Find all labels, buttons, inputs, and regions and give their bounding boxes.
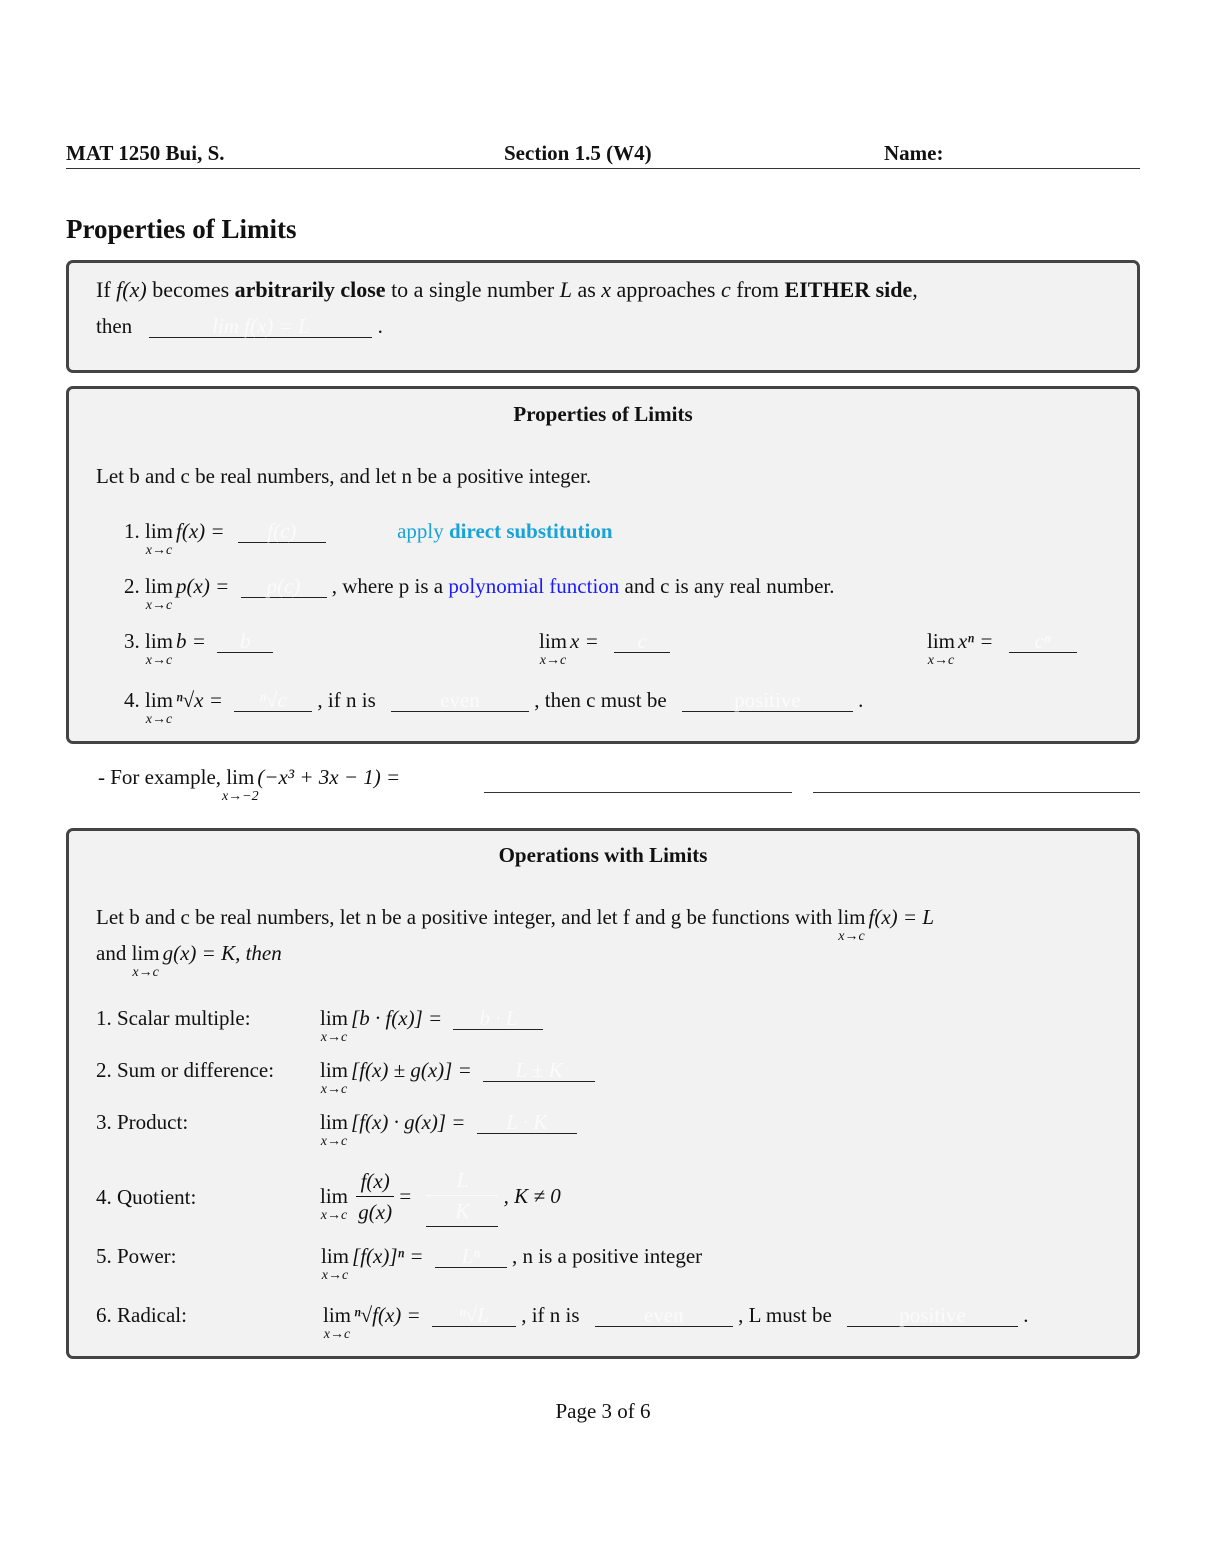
math: x [601, 277, 612, 302]
text: If [96, 277, 111, 302]
property-item-4 [124, 687, 864, 727]
text: and [96, 941, 127, 965]
math: [f(x) ± g(x)] = [351, 1058, 472, 1082]
definition-answer-blank: lim f(x) = L [149, 315, 372, 338]
text: . [377, 314, 383, 338]
math: ⁿ√x = [176, 688, 223, 712]
definition-line-1 [96, 277, 918, 303]
limit-operator: lim x→c [323, 1303, 352, 1342]
answer-blank: b [217, 630, 273, 653]
answer-blank: L ± K [483, 1059, 595, 1082]
math: [b · f(x)] = [351, 1006, 443, 1030]
name-label: Name: [884, 141, 944, 165]
emphasis: EITHER side [784, 277, 913, 302]
text: approaches [616, 277, 716, 302]
operation-label: Sum or difference: [117, 1058, 275, 1082]
limit-operator: lim x→c [837, 905, 866, 944]
math: f(x) = L [868, 905, 935, 929]
math: [f(x)]ⁿ = [352, 1244, 424, 1268]
answer-blank: b · L [453, 1007, 543, 1030]
operations-intro-2 [96, 940, 282, 980]
property-item-1 [124, 518, 613, 558]
text: , n is a positive integer [512, 1244, 703, 1268]
answer-blank: cⁿ [1009, 630, 1077, 653]
math: g(x) = K, then [162, 941, 282, 965]
operation-expr-2 [320, 1057, 595, 1097]
text: , if n is [317, 688, 376, 712]
math: p(x) = [176, 574, 230, 598]
course-label: MAT 1250 Bui, S. [66, 141, 225, 165]
text: to a single number [391, 277, 555, 302]
example-line [98, 764, 401, 804]
limit-operator: lim x→c [320, 1184, 349, 1223]
math: xⁿ = [958, 629, 994, 653]
properties-title: Properties of Limits [513, 402, 693, 426]
operations-title: Operations with Limits [498, 843, 708, 867]
limit-operator: lim x→c [145, 629, 174, 668]
math: f(x) = [176, 519, 225, 543]
operation-expr-5 [321, 1243, 703, 1283]
limit-operator: lim x→c [145, 519, 174, 558]
operation-expr-4 [320, 1165, 561, 1227]
math: = [399, 1184, 412, 1208]
operation-item-6: 6. Radical: [96, 1303, 187, 1327]
limit-operator: lim x→−2 [221, 765, 259, 804]
text: becomes [152, 277, 230, 302]
answer-blank: positive [682, 689, 853, 712]
answer-blank: even [595, 1304, 733, 1327]
limit-operator: lim x→c [145, 574, 174, 613]
limit-operator: lim x→c [131, 941, 160, 980]
page-number: Page 3 of 6 [555, 1399, 651, 1423]
answer-blank: L · K [477, 1111, 577, 1134]
limit-operator: lim x→c [321, 1244, 350, 1283]
text: as [577, 277, 596, 302]
answer-blank: ⁿ√c [234, 689, 312, 712]
operation-item-4: 4. Quotient: [96, 1185, 197, 1209]
example-answer-line-2 [813, 792, 1140, 793]
limit-operator: lim x→c [927, 629, 956, 668]
item-number: 2. [124, 574, 140, 598]
operation-label: Power: [117, 1244, 177, 1268]
section-label: Section 1.5 (W4) [504, 141, 652, 165]
answer-blank: ⁿ√L [432, 1304, 516, 1327]
math: , K ≠ 0 [503, 1184, 561, 1208]
answer-blank: positive [847, 1304, 1018, 1327]
property-item-3c [927, 628, 1077, 668]
example-answer-line-1 [484, 792, 792, 793]
math: x = [570, 629, 599, 653]
definition-line-2 [96, 313, 383, 339]
emphasis: arbitrarily close [234, 277, 386, 302]
property-item-2 [124, 573, 835, 613]
operation-expr-3 [320, 1109, 577, 1149]
note-emphasis: direct substitution [448, 519, 613, 543]
text: then [96, 314, 133, 338]
math: (−x³ + 3x − 1) = [257, 765, 401, 789]
text: - For example, [98, 765, 222, 789]
header-rule [66, 168, 1140, 169]
text: Let b and c be real numbers, let n be a positive integer, and let f and g be functions with [96, 905, 833, 929]
math: f(x) [116, 277, 147, 302]
operation-label: Radical: [117, 1303, 187, 1327]
text: , if n is [521, 1303, 580, 1327]
text: from [736, 277, 780, 302]
answer-blank: $\frac{L}{K}$ [426, 1165, 498, 1227]
answer-blank: c [614, 630, 670, 653]
text: , [912, 277, 918, 302]
text: . [1023, 1303, 1029, 1327]
quotient-fraction: $\frac{f(x)}{g(x)}$ [356, 1166, 394, 1227]
operation-expr-1 [320, 1005, 543, 1045]
properties-intro: Let b and c be real numbers, and let n be a positive integer. [96, 464, 592, 488]
math: ⁿ√f(x) = [354, 1303, 421, 1327]
answer-blank: Lⁿ [435, 1245, 507, 1268]
math: [f(x) · g(x)] = [351, 1110, 466, 1134]
math: c [721, 277, 731, 302]
operation-label: Quotient: [117, 1185, 197, 1209]
note: apply [397, 519, 444, 543]
limit-operator: lim x→c [145, 688, 174, 727]
text: . [858, 688, 864, 712]
page-title: Properties of Limits [66, 214, 297, 244]
polynomial-function-link[interactable]: polynomial function [448, 574, 620, 598]
item-number: 1. [124, 519, 140, 543]
operation-label: Scalar multiple: [117, 1006, 251, 1030]
math: L [559, 277, 572, 302]
limit-operator: lim x→c [320, 1006, 349, 1045]
operations-intro-1 [96, 904, 935, 944]
operation-expr-6 [323, 1302, 1029, 1342]
limit-operator: lim x→c [320, 1110, 349, 1149]
operation-item-2: 2. Sum or difference: [96, 1058, 275, 1082]
limit-operator: lim x→c [320, 1058, 349, 1097]
answer-blank: f(c) [238, 520, 326, 543]
item-number: 3. [124, 629, 140, 653]
operation-label: Product: [117, 1110, 189, 1134]
answer-blank: even [391, 689, 529, 712]
math: b = [176, 629, 206, 653]
limit-operator: lim x→c [539, 629, 568, 668]
text: and c is any real number. [624, 574, 835, 598]
operation-item-5: 5. Power: [96, 1244, 177, 1268]
text: , then c must be [534, 688, 667, 712]
operation-item-1: 1. Scalar multiple: [96, 1006, 251, 1030]
property-item-3 [124, 628, 273, 668]
property-item-3b [539, 628, 670, 668]
item-number: 4. [124, 688, 140, 712]
text: , where p is a [331, 574, 444, 598]
operation-item-3: 3. Product: [96, 1110, 189, 1134]
text: , L must be [738, 1303, 832, 1327]
answer-blank: p(c) [241, 575, 327, 598]
